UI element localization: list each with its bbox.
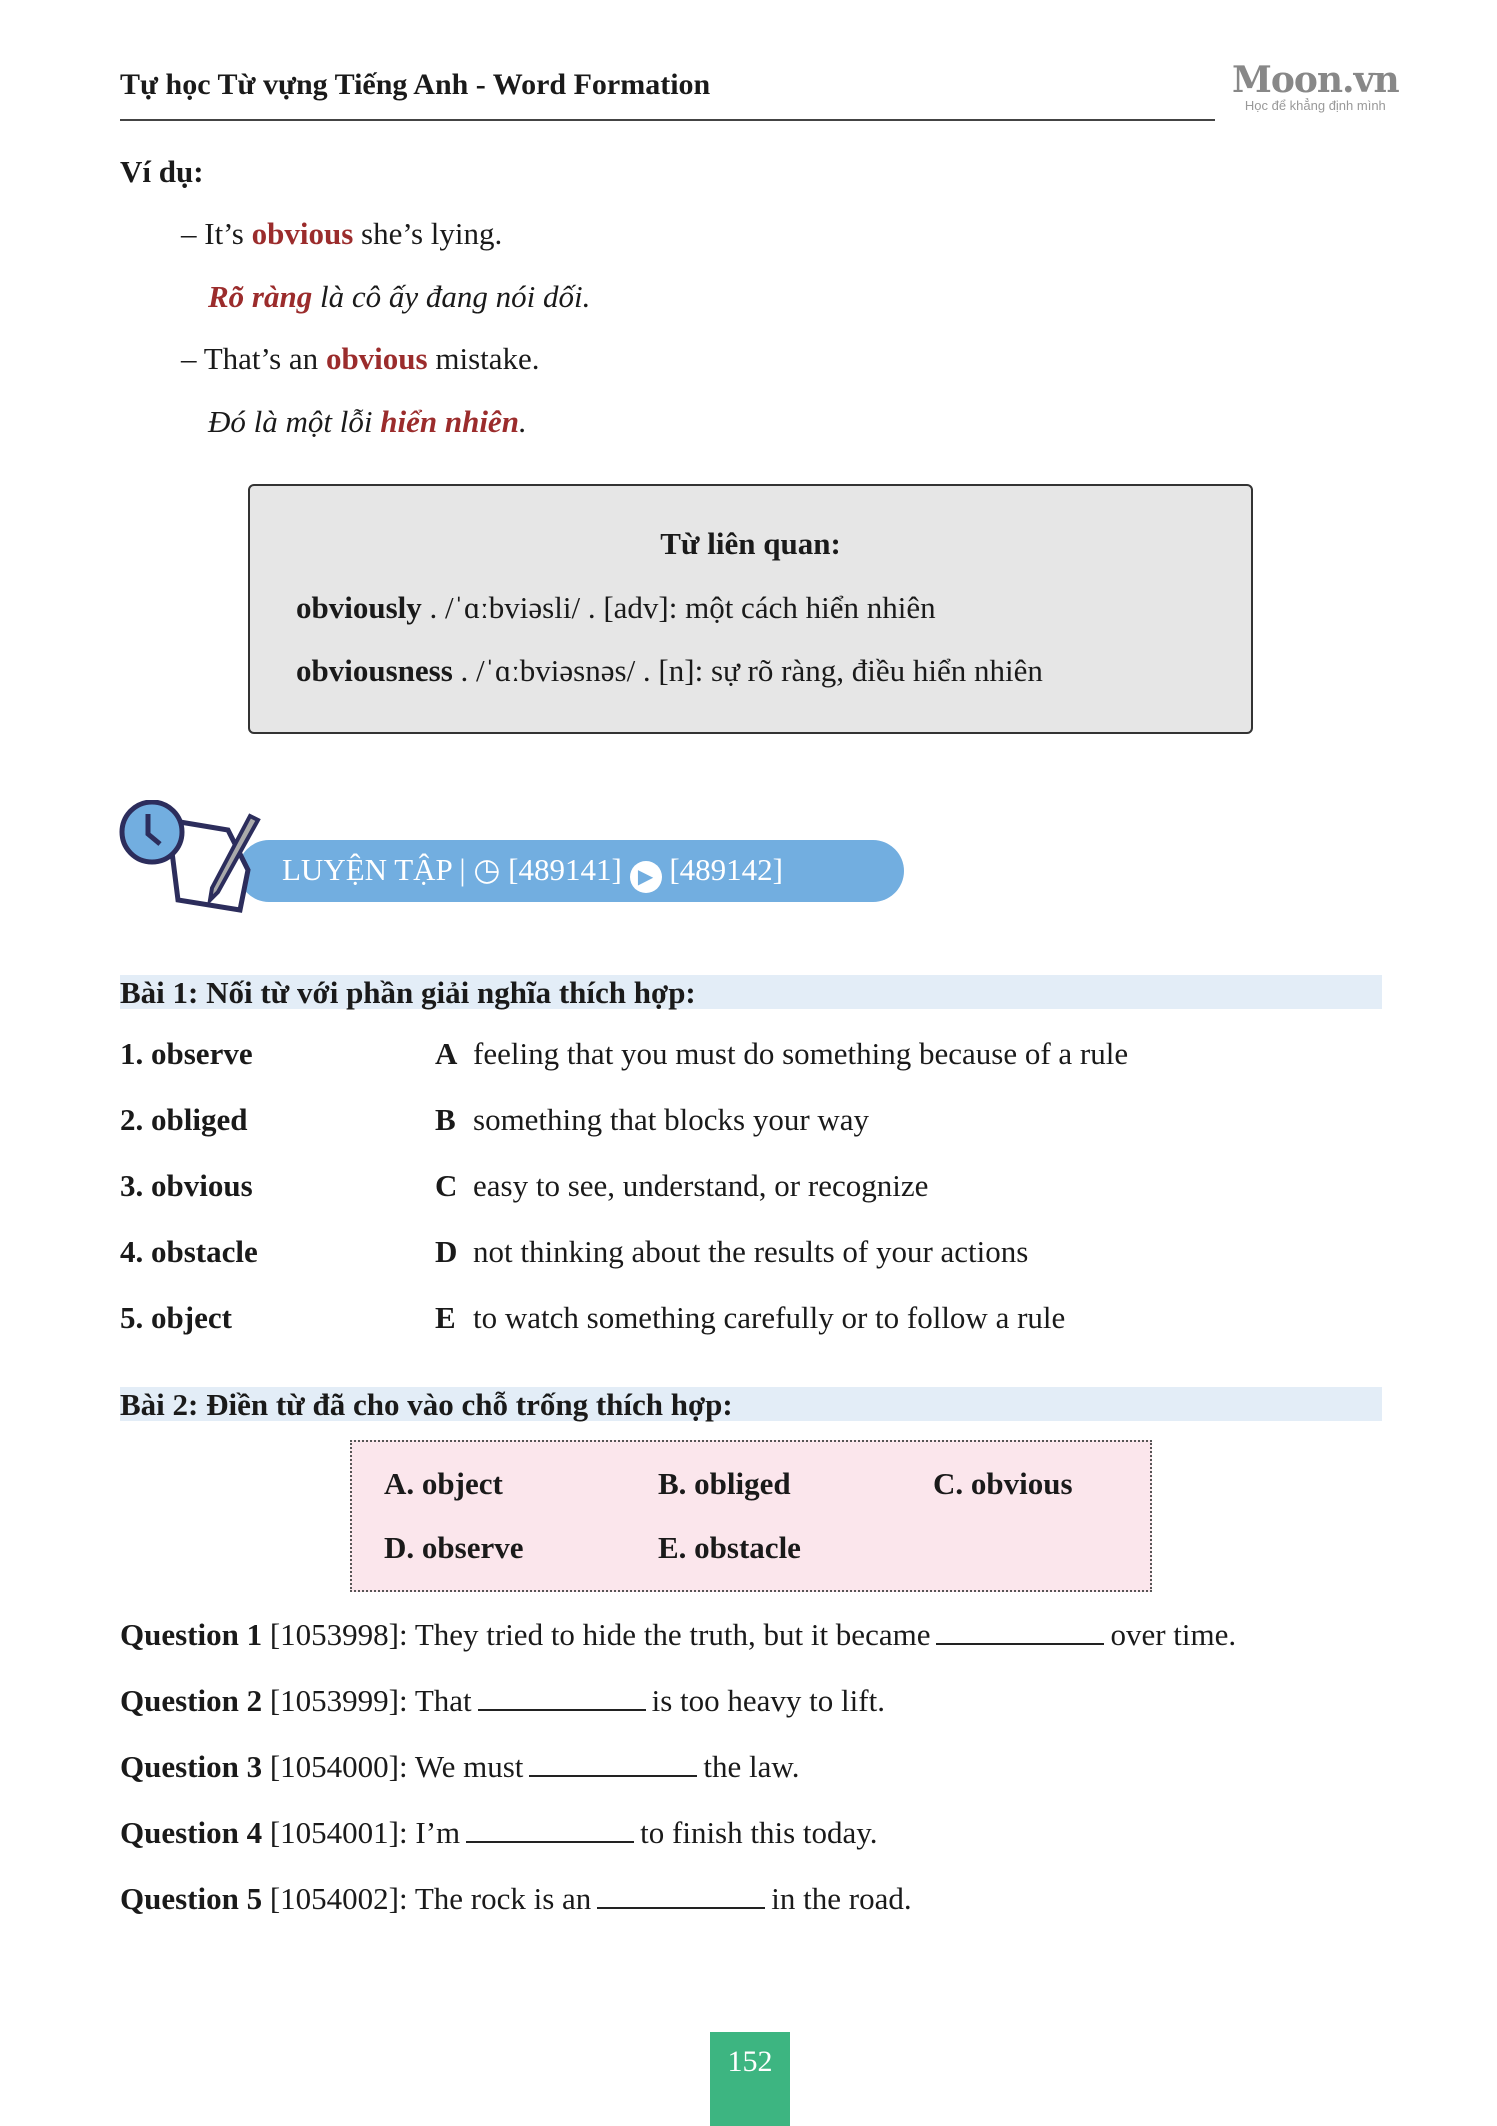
word-option: C. obvious (933, 1466, 1073, 1501)
text: Đó là một lỗi (208, 404, 381, 439)
question-row (120, 1749, 800, 1785)
match-word: 1. observe (120, 1036, 253, 1071)
text: . (518, 404, 527, 439)
match-definition: something that blocks your way (473, 1102, 870, 1137)
question-id: [1054001]: (262, 1815, 416, 1850)
word-option: D. observe (384, 1530, 524, 1565)
match-word: 3. obvious (120, 1168, 253, 1203)
practice-code-1[interactable]: [489141] (508, 852, 622, 887)
question-label: Question 4 (120, 1815, 263, 1850)
answer-blank[interactable] (936, 1621, 1104, 1645)
word-bank-box (350, 1440, 1152, 1592)
match-definition: feeling that you must do something because of a rule (473, 1036, 1129, 1071)
practice-code-2[interactable]: [489142] (669, 852, 783, 887)
question-text: We must (414, 1749, 524, 1784)
answer-blank[interactable] (466, 1819, 634, 1843)
question-text: The rock is an (414, 1881, 592, 1916)
logo-tagline: Học để khẳng định mình (1244, 98, 1386, 113)
question-row (120, 1617, 1236, 1653)
question-text: to finish this today. (640, 1815, 878, 1850)
text: mistake. (427, 341, 540, 376)
practice-notebook-icon (118, 800, 278, 920)
question-row (120, 1815, 878, 1851)
match-word: 4. obstacle (120, 1234, 258, 1269)
text: – That’s an (181, 341, 326, 376)
highlight: obvious (251, 216, 354, 251)
example-1-translation (208, 279, 590, 315)
page-number: 152 (710, 2032, 790, 2126)
related-item (296, 653, 1043, 689)
examples-label: Ví dụ: (120, 154, 204, 189)
question-text: They tried to hide the truth, but it became (414, 1617, 931, 1652)
question-label: Question 3 (120, 1749, 263, 1784)
word-option: B. obliged (658, 1466, 791, 1501)
word-option: E. obstacle (658, 1530, 801, 1565)
match-word: 2. obliged (120, 1102, 248, 1137)
clock-icon: ◷ (473, 852, 501, 887)
highlight: hiển nhiên (380, 404, 519, 439)
match-letter: E (435, 1300, 456, 1335)
question-label: Question 2 (120, 1683, 263, 1718)
question-text: That (414, 1683, 472, 1718)
related-word: obviousness (296, 653, 453, 688)
question-text: is too heavy to lift. (651, 1683, 885, 1718)
header-divider (120, 119, 1215, 121)
answer-blank[interactable] (529, 1753, 697, 1777)
logo-text: Moon.vn (1232, 59, 1399, 101)
match-definition: to watch something carefully or to follow a rule (473, 1300, 1066, 1335)
question-text: in the road. (771, 1881, 912, 1916)
match-word: 5. object (120, 1300, 232, 1335)
match-letter: B (435, 1102, 456, 1137)
highlight: obvious (325, 341, 428, 376)
question-id: [1053999]: (262, 1683, 415, 1718)
match-definition: easy to see, understand, or recognize (473, 1168, 929, 1203)
question-text: over time. (1110, 1617, 1237, 1652)
separator: | (459, 852, 466, 887)
example-1 (181, 216, 502, 252)
highlight: Rõ ràng (208, 279, 313, 314)
question-id: [1053998]: (262, 1617, 415, 1652)
question-id: [1054000]: (262, 1749, 415, 1784)
text: là cô ấy đang nói dối. (312, 279, 591, 314)
related-word: obviously (296, 590, 422, 625)
header-title: Tự học Từ vựng Tiếng Anh - Word Formation (120, 68, 711, 101)
related-def: . /ˈɑːbviəsli/ . [adv]: một cách hiển nhiên (421, 590, 936, 625)
match-definition: not thinking about the results of your actions (473, 1234, 1029, 1269)
match-letter: A (435, 1036, 458, 1071)
question-id: [1054002]: (262, 1881, 415, 1916)
answer-blank[interactable] (478, 1687, 646, 1711)
text: she’s lying. (353, 216, 503, 251)
moon-logo (1232, 59, 1399, 113)
question-row (120, 1881, 912, 1917)
example-2 (181, 341, 540, 377)
practice-label: LUYỆN TẬP (282, 852, 452, 887)
related-title: Từ liên quan: (660, 526, 841, 561)
practice-banner-text (282, 852, 783, 893)
match-letter: D (435, 1234, 458, 1269)
question-label: Question 5 (120, 1881, 263, 1916)
answer-blank[interactable] (597, 1885, 765, 1909)
question-text: the law. (703, 1749, 800, 1784)
example-2-translation (208, 404, 527, 440)
play-icon[interactable]: ▶ (630, 861, 662, 893)
ex1-title: Bài 1: Nối từ với phần giải nghĩa thích hợp: (120, 975, 696, 1010)
text: – It’s (181, 216, 252, 251)
related-def: . /ˈɑːbviəsnəs/ . [n]: sự rõ ràng, điều hiển nhiên (452, 653, 1043, 688)
word-option: A. object (384, 1466, 503, 1501)
match-letter: C (435, 1168, 458, 1203)
question-text: I’m (415, 1815, 461, 1850)
ex2-title: Bài 2: Điền từ đã cho vào chỗ trống thích hợp: (120, 1387, 733, 1422)
question-label: Question 1 (120, 1617, 263, 1652)
question-row (120, 1683, 885, 1719)
related-item (296, 590, 936, 626)
